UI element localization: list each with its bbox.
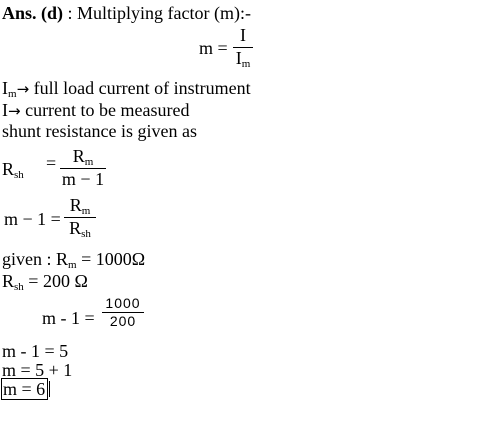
answer-heading-text: : Multiplying factor (m):-: [63, 3, 251, 23]
formula-m1-denominator: $R_{sh}$: [69, 217, 91, 240]
definition-im: $I_m\to$ full load current of instrument: [2, 78, 251, 100]
formula-m1-numerator: $R_m$: [69, 195, 91, 217]
formula-rsh-lhs: $R_{sh}$: [2, 159, 24, 181]
arrow-icon: →: [8, 102, 21, 120]
answer-label: Ans. (d): [2, 3, 64, 23]
formula-rsh-fraction: [60, 147, 106, 190]
formula-num-denominator: 200: [109, 313, 137, 330]
formula-m1-lhs: m − 1 =: [4, 209, 61, 229]
formula-m-denominator: $I_m$: [235, 47, 251, 70]
text-cursor: [49, 381, 50, 397]
formula-m-numerator: I: [240, 25, 246, 45]
formula-rsh-denominator: m − 1: [61, 168, 105, 189]
formula-m1-fraction: [64, 196, 96, 239]
given-rsh: $R_{sh} = 200$ Ω: [2, 271, 88, 293]
formula-rsh-equals: =: [46, 153, 57, 173]
formula-rsh-numerator: $R_m$: [72, 146, 94, 168]
answer-heading: [2, 4, 251, 22]
formula-m-lhs: m =: [199, 38, 228, 58]
final-answer: [1, 380, 50, 398]
formula-num-fraction: [102, 296, 144, 330]
given-rm: given : $R_m = 1000\Omega$: [2, 249, 146, 271]
formula-num-numerator: 1000: [105, 295, 141, 311]
arrow-icon: →: [16, 80, 30, 98]
final-answer-box: m = 6: [1, 378, 48, 400]
formula-num-lhs: m - 1 =: [42, 308, 95, 328]
formula-m-fraction: [233, 26, 253, 69]
result-line-1: m - 1 = 5: [2, 341, 69, 361]
shunt-statement: shunt resistance is given as: [2, 121, 197, 141]
result-line-2: m = 5 + 1: [2, 360, 73, 380]
definition-i: I→ current to be measured: [2, 100, 190, 120]
